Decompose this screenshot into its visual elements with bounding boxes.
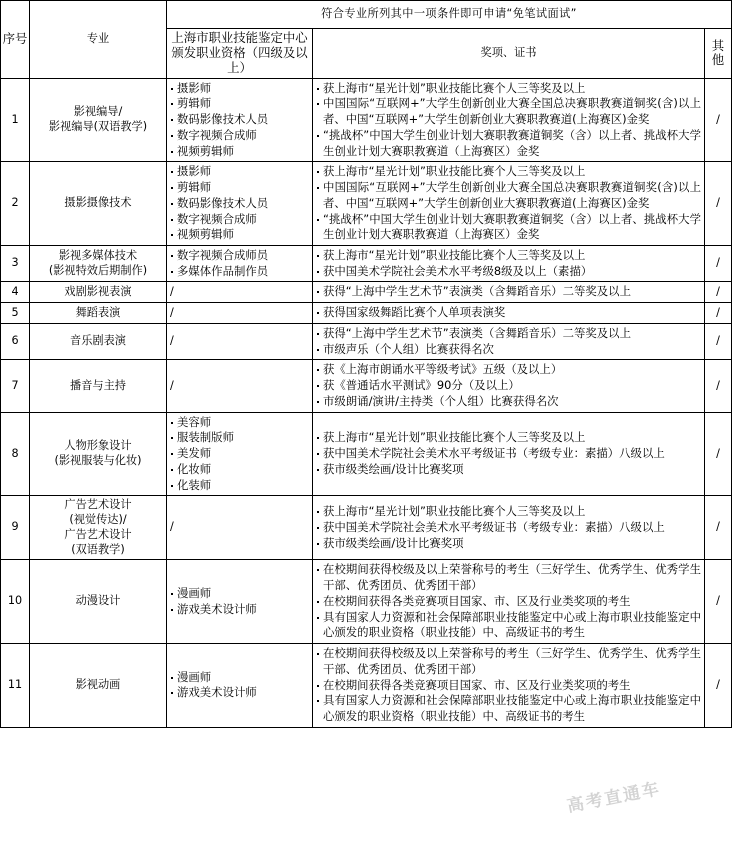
row-awards (313, 303, 705, 324)
award-item: 市级声乐（个人组）比赛获得名次 (316, 342, 701, 358)
certificate-item: 摄影师 (170, 81, 309, 97)
header-col-cert: 上海市职业技能鉴定中心颁发职业资格（四级及以上） (167, 29, 313, 79)
certificate-list (170, 415, 309, 494)
certificate-item: 剪辑师 (170, 96, 309, 112)
row-awards (313, 360, 705, 412)
award-list (316, 164, 701, 243)
certificate-item: 视频剪辑师 (170, 227, 309, 243)
award-list (316, 362, 701, 409)
header-col-major: 专业 (30, 1, 167, 79)
header-span-title: 符合专业所列其中一项条件即可申请“免笔试面试” (167, 1, 732, 29)
row-number: 10 (1, 560, 30, 644)
award-item: 获上海市“星光计划”职业技能比赛个人三等奖及以上 (316, 81, 701, 97)
certificate-item: 化装师 (170, 478, 309, 494)
row-number: 5 (1, 303, 30, 324)
row-other: / (705, 282, 732, 303)
award-item: 中国国际“互联网+”大学生创新创业大赛全国总决赛职教赛道铜奖(含)以上者、中国“互联网+”大学生创新创业大赛职教赛道(上海赛区)金奖 (316, 180, 701, 211)
award-item: “挑战杯”中国大学生创业计划大赛职教赛道铜奖（含）以上者、挑战杯大学生创业计划大赛职教赛道（上海赛区）金奖 (316, 212, 701, 243)
table-row (1, 644, 732, 728)
table-row (1, 412, 732, 496)
row-major: 戏剧影视表演 (30, 282, 167, 303)
award-item: 在校期间获得各类竞赛项目国家、市、区及行业类奖项的考生 (316, 594, 701, 610)
award-list (316, 81, 701, 160)
row-number: 11 (1, 644, 30, 728)
row-other: / (705, 412, 732, 496)
row-number: 1 (1, 78, 30, 162)
row-certificates (167, 412, 313, 496)
row-awards (313, 323, 705, 359)
row-major: 广告艺术设计 (视觉传达)/ 广告艺术设计 (双语教学) (30, 496, 167, 560)
award-list (316, 562, 701, 641)
row-other: / (705, 360, 732, 412)
table-head (1, 1, 732, 79)
row-certificates (167, 245, 313, 281)
row-awards (313, 644, 705, 728)
row-major: 音乐剧表演 (30, 323, 167, 359)
award-list (316, 430, 701, 477)
row-awards (313, 412, 705, 496)
table-row (1, 560, 732, 644)
award-list (316, 646, 701, 725)
award-item: 在校期间获得校级及以上荣誉称号的考生（三好学生、优秀学生、优秀学生干部、优秀团员、优秀团干部） (316, 646, 701, 677)
row-certificates (167, 644, 313, 728)
row-certificates (167, 78, 313, 162)
row-other: / (705, 245, 732, 281)
award-item: 获中国美术学院社会美术水平考级证书（考级专业：素描）八级以上 (316, 446, 701, 462)
certificate-list (170, 586, 309, 617)
award-item: “挑战杯”中国大学生创业计划大赛职教赛道铜奖（含）以上者、挑战杯大学生创业计划大赛职教赛道（上海赛区）金奖 (316, 128, 701, 159)
row-certificates: / (167, 360, 313, 412)
row-certificates: / (167, 282, 313, 303)
certificate-item: 数字视频合成师 (170, 212, 309, 228)
row-number: 8 (1, 412, 30, 496)
header-col-award: 奖项、证书 (313, 29, 705, 79)
certificate-item: 漫画师 (170, 670, 309, 686)
award-item: 获上海市“星光计划”职业技能比赛个人三等奖及以上 (316, 430, 701, 446)
certificate-item: 视频剪辑师 (170, 144, 309, 160)
award-list (316, 248, 701, 279)
table-row (1, 282, 732, 303)
row-other: / (705, 162, 732, 246)
row-other: / (705, 323, 732, 359)
row-number: 6 (1, 323, 30, 359)
row-major: 舞蹈表演 (30, 303, 167, 324)
table-row (1, 360, 732, 412)
certificate-item: 摄影师 (170, 164, 309, 180)
row-major: 摄影摄像技术 (30, 162, 167, 246)
certificate-item: 数码影像技术人员 (170, 112, 309, 128)
certificate-item: 游戏美术设计师 (170, 602, 309, 618)
award-item: 市级朗诵/演讲/主持类（个人组）比赛获得名次 (316, 394, 701, 410)
award-item: 获市级类绘画/设计比赛奖项 (316, 536, 701, 552)
certificate-item: 数字视频合成师员 (170, 248, 309, 264)
row-other: / (705, 644, 732, 728)
row-awards (313, 78, 705, 162)
table-row (1, 162, 732, 246)
certificate-item: 数字视频合成师 (170, 128, 309, 144)
award-list (316, 305, 701, 321)
row-awards (313, 245, 705, 281)
award-list (316, 284, 701, 300)
certificate-item: 服装制版师 (170, 430, 309, 446)
award-item: 具有国家人力资源和社会保障部职业技能鉴定中心或上海市职业技能鉴定中心颁发的职业资格（职业技能）中、高级证书的考生 (316, 693, 701, 724)
header-col-no: 序号 (1, 1, 30, 79)
row-other: / (705, 496, 732, 560)
table-row (1, 78, 732, 162)
award-item: 中国国际“互联网+”大学生创新创业大赛全国总决赛职教赛道铜奖(含)以上者、中国“互联网+”大学生创新创业大赛职教赛道(上海赛区)金奖 (316, 96, 701, 127)
table-row (1, 496, 732, 560)
row-major: 人物形象设计 (影视服装与化妆) (30, 412, 167, 496)
row-awards (313, 282, 705, 303)
row-other: / (705, 78, 732, 162)
award-item: 获上海市“星光计划”职业技能比赛个人三等奖及以上 (316, 164, 701, 180)
row-major: 动漫设计 (30, 560, 167, 644)
certificate-list (170, 81, 309, 160)
row-major: 影视动画 (30, 644, 167, 728)
certificate-item: 剪辑师 (170, 180, 309, 196)
award-item: 获中国美术学院社会美术水平考级8级及以上（素描） (316, 264, 701, 280)
certificate-list (170, 164, 309, 243)
row-number: 9 (1, 496, 30, 560)
watermark-text: 高考直通车 (565, 779, 663, 817)
award-item: 具有国家人力资源和社会保障部职业技能鉴定中心或上海市职业技能鉴定中心颁发的职业资格（职业技能）中、高级证书的考生 (316, 610, 701, 641)
certificate-item: 漫画师 (170, 586, 309, 602)
header-title-row (1, 1, 732, 29)
row-certificates (167, 560, 313, 644)
certificate-item: 美容师 (170, 415, 309, 431)
certificate-item: 化妆师 (170, 462, 309, 478)
award-item: 在校期间获得校级及以上荣誉称号的考生（三好学生、优秀学生、优秀学生干部、优秀团员、优秀团干部） (316, 562, 701, 593)
award-item: 获得“上海中学生艺术节”表演类（含舞蹈音乐）二等奖及以上 (316, 326, 701, 342)
row-number: 4 (1, 282, 30, 303)
row-major: 播音与主持 (30, 360, 167, 412)
row-certificates: / (167, 496, 313, 560)
row-certificates: / (167, 323, 313, 359)
table-row (1, 323, 732, 359)
certificate-item: 美发师 (170, 446, 309, 462)
table-row (1, 245, 732, 281)
row-awards (313, 496, 705, 560)
certificate-item: 数码影像技术人员 (170, 196, 309, 212)
certificate-list (170, 248, 309, 279)
award-item: 获得“上海中学生艺术节”表演类（含舞蹈音乐）二等奖及以上 (316, 284, 701, 300)
row-certificates: / (167, 303, 313, 324)
row-other: / (705, 560, 732, 644)
award-item: 获得国家级舞蹈比赛个人单项表演奖 (316, 305, 701, 321)
award-item: 在校期间获得各类竞赛项目国家、市、区及行业类奖项的考生 (316, 678, 701, 694)
award-list (316, 504, 701, 551)
table-body (1, 78, 732, 727)
award-item: 获市级类绘画/设计比赛奖项 (316, 462, 701, 478)
row-certificates (167, 162, 313, 246)
award-item: 获上海市“星光计划”职业技能比赛个人三等奖及以上 (316, 248, 701, 264)
certificate-item: 多媒体作品制作员 (170, 264, 309, 280)
header-col-other: 其他 (705, 29, 732, 79)
award-item: 获《上海市朗诵水平等级考试》五级（及以上） (316, 362, 701, 378)
row-other: / (705, 303, 732, 324)
award-item: 获中国美术学院社会美术水平考级证书（考级专业：素描）八级以上 (316, 520, 701, 536)
certificate-list (170, 670, 309, 701)
row-number: 2 (1, 162, 30, 246)
row-awards (313, 560, 705, 644)
award-item: 获上海市“星光计划”职业技能比赛个人三等奖及以上 (316, 504, 701, 520)
award-list (316, 326, 701, 357)
certificate-item: 游戏美术设计师 (170, 685, 309, 701)
table-row (1, 303, 732, 324)
row-number: 7 (1, 360, 30, 412)
row-major: 影视多媒体技术 (影视特效后期制作) (30, 245, 167, 281)
row-number: 3 (1, 245, 30, 281)
row-major: 影视编导/ 影视编导(双语教学) (30, 78, 167, 162)
award-item: 获《普通话水平测试》90分（及以上） (316, 378, 701, 394)
row-awards (313, 162, 705, 246)
